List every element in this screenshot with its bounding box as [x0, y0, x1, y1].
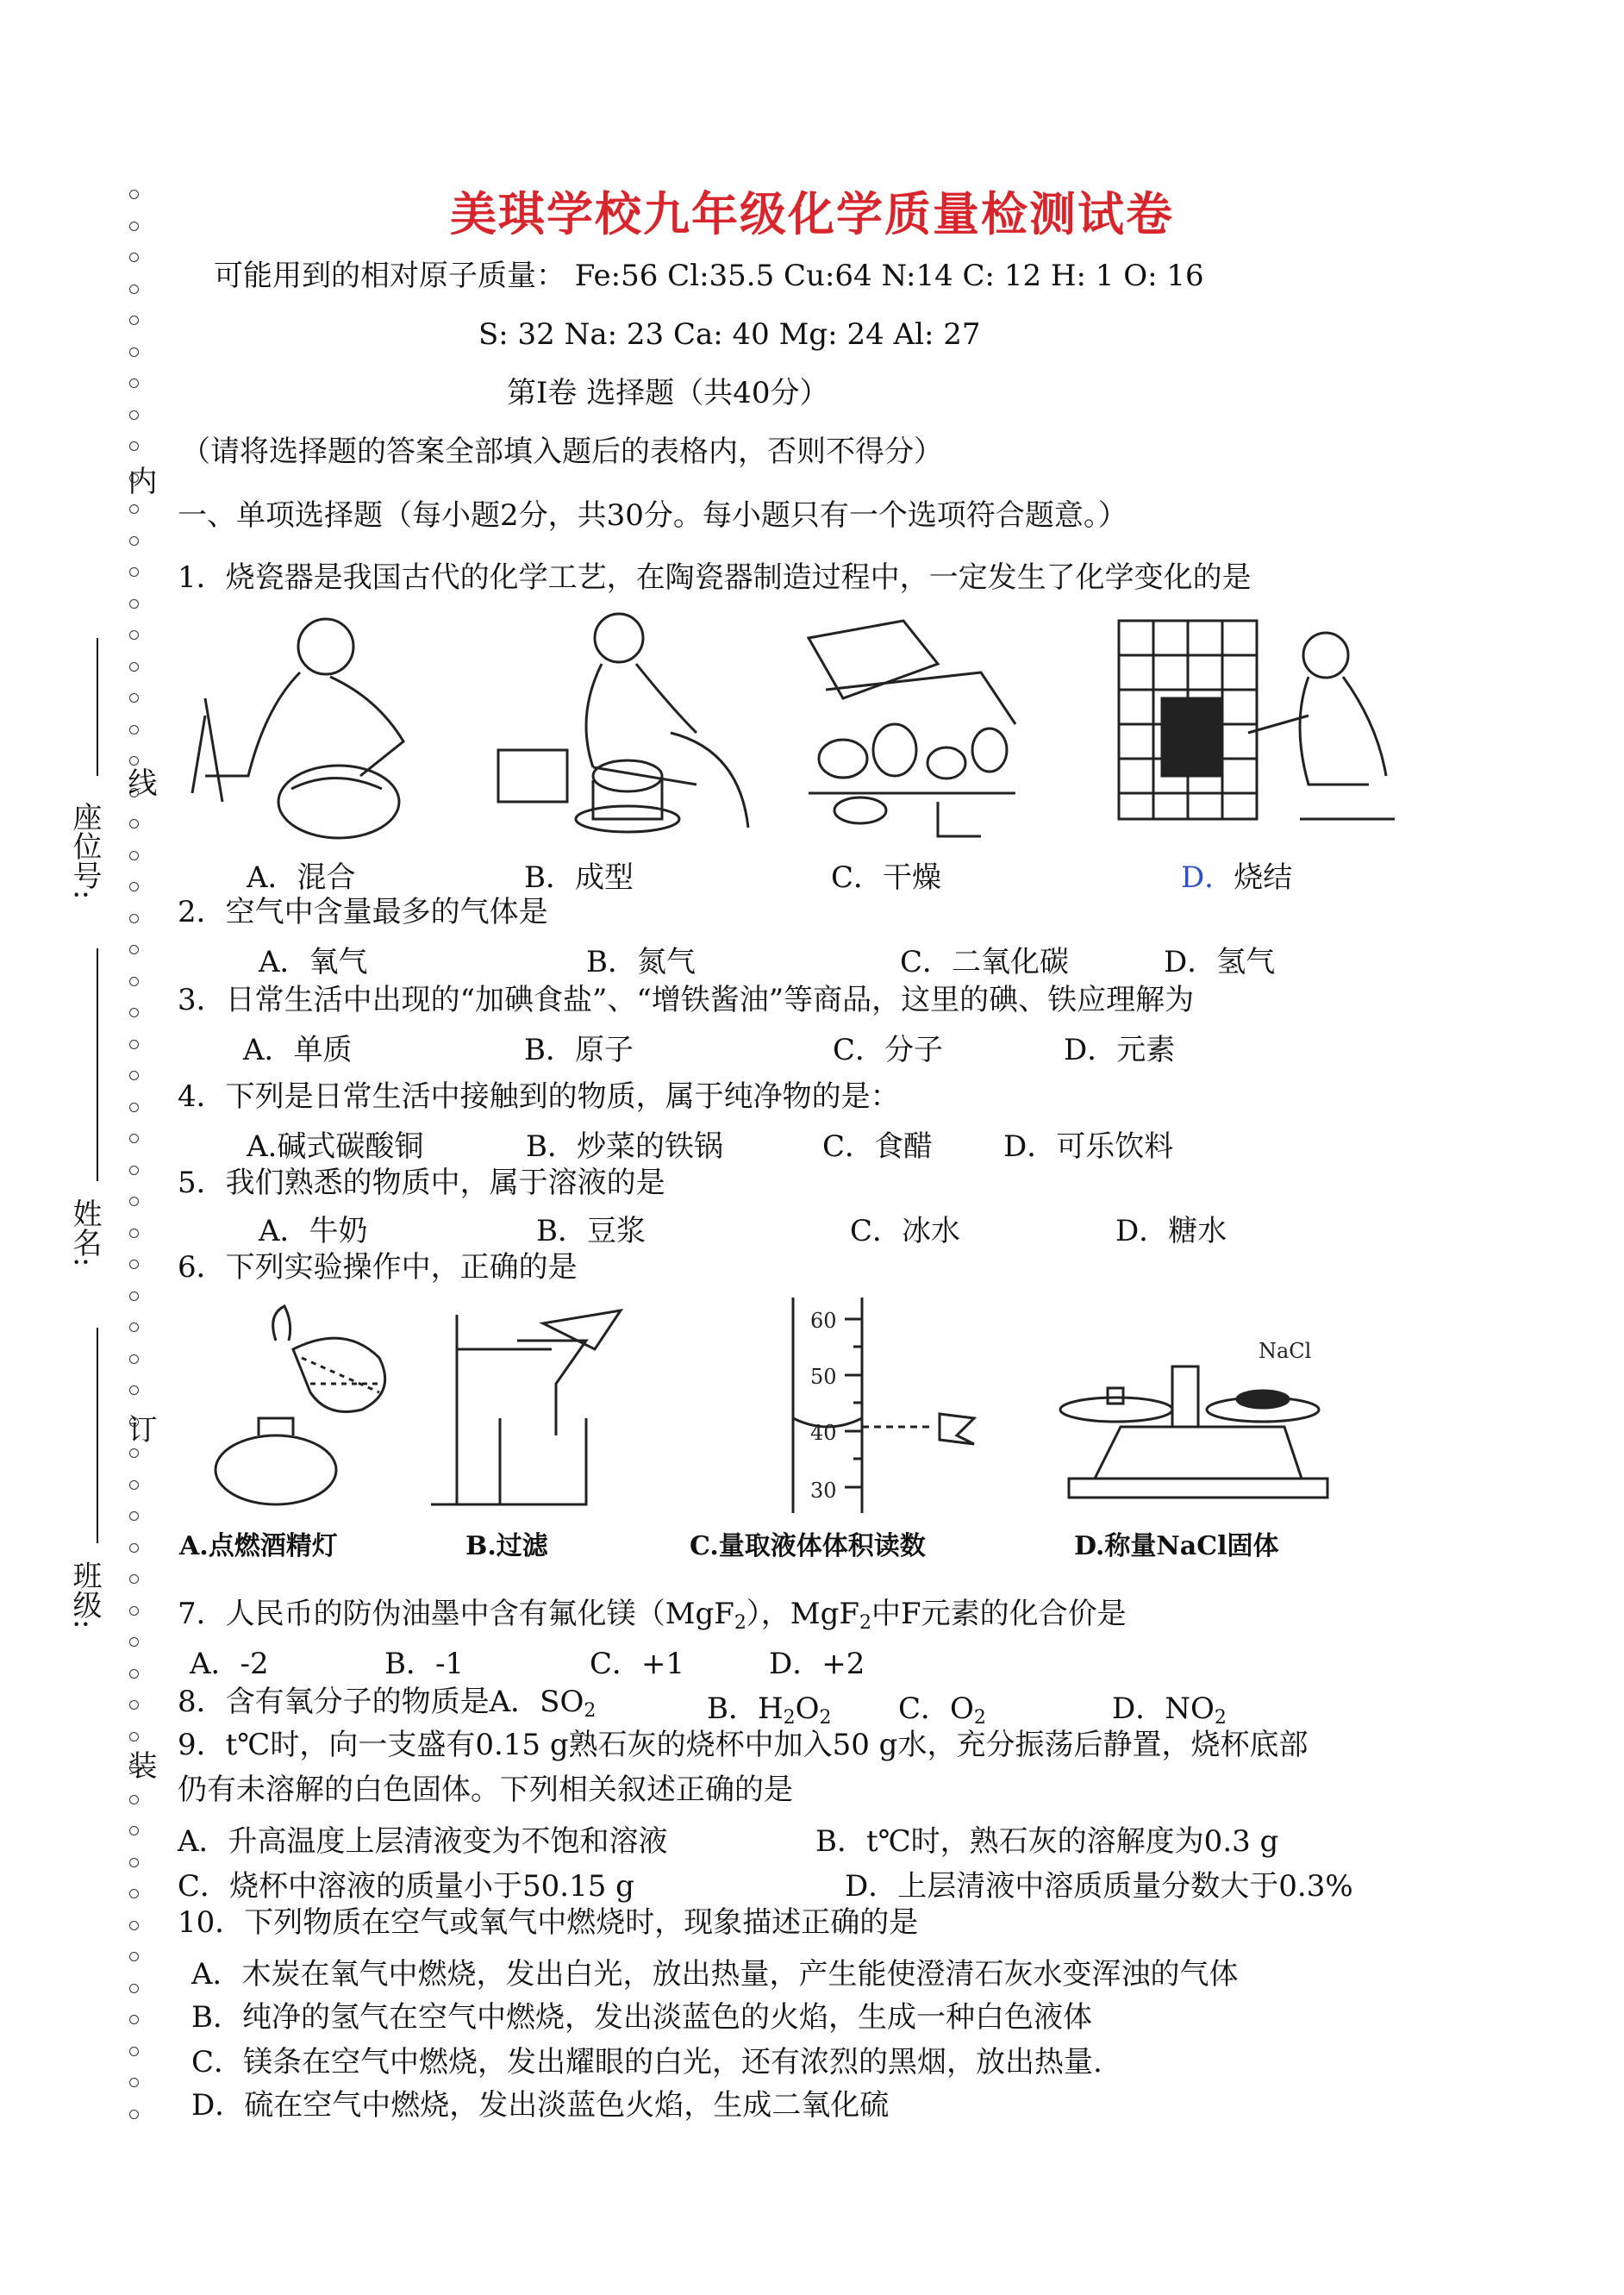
binding-dot	[129, 819, 139, 829]
binding-dot	[129, 1134, 139, 1143]
q10-option-a: A．木炭在氧气中燃烧，发出白光，放出热量，产生能使澄清石灰水变浑浊的气体	[191, 1957, 1239, 1992]
seat-number-label: 座位号:	[67, 802, 102, 900]
binding-dot	[129, 914, 139, 923]
binding-dot	[129, 851, 139, 860]
binding-dot	[129, 441, 139, 451]
q6-caption-d: D.称量NaCl固体	[1074, 1531, 1279, 1561]
binding-dot	[129, 1795, 139, 1804]
binding-dot	[129, 378, 139, 388]
q1-option-d	[1181, 854, 1292, 896]
q8-b-mid: O	[795, 1692, 820, 1726]
q8-option-a-sub: 2	[584, 1700, 597, 1722]
q7-stem-part-c: 中F元素的化合价是	[871, 1597, 1127, 1631]
binding-dot	[129, 1197, 139, 1206]
q8-d-pre: D．NO	[1112, 1692, 1215, 1726]
binding-dot	[129, 1606, 139, 1616]
q6-stem: 6．下列实验操作中，正确的是	[178, 1250, 578, 1285]
binding-dot	[129, 1858, 139, 1867]
q8-b-sub-2: 2	[819, 1707, 832, 1729]
seat-number-blank	[97, 638, 98, 776]
filtration-figure	[431, 1310, 621, 1504]
binding-dot	[129, 253, 139, 262]
binding-dot	[129, 1448, 139, 1458]
q10-option-b: B．纯净的氢气在空气中燃烧，发出淡蓝色的火焰，生成一种白色液体	[191, 2000, 1092, 2035]
alcohol-lamp-figure	[215, 1306, 385, 1504]
q3-option-c: C．分子	[833, 1033, 944, 1067]
binding-dot	[129, 1826, 139, 1835]
binding-dot	[129, 1574, 139, 1584]
q1-option-d-letter: D．	[1181, 860, 1234, 895]
q7-option-b: B．-1	[384, 1647, 465, 1681]
binding-dot	[129, 1103, 139, 1112]
binding-dot	[129, 1354, 139, 1364]
binding-dot	[129, 1952, 139, 1961]
binding-dot	[129, 1008, 139, 1017]
q1-figures	[188, 603, 1412, 854]
q5-stem: 5．我们熟悉的物质中，属于溶液的是	[178, 1166, 665, 1200]
q8-d-sub: 2	[1214, 1707, 1227, 1729]
q7-option-d: D．+2	[769, 1647, 865, 1681]
q7-stem-part-a: 7．人民币的防伪油墨中含有氟化镁（MgF	[178, 1597, 734, 1631]
binding-dot	[129, 2110, 139, 2119]
q9-option-a: A．升高温度上层清液变为不饱和溶液	[178, 1824, 668, 1859]
q2-option-d: D．氢气	[1164, 945, 1276, 979]
q9-stem-line-1: 9．t℃时，向一支盛有0.15 g熟石灰的烧杯中加入50 g水，充分振荡后静置，烧杯底部	[178, 1728, 1309, 1762]
binding-dot	[129, 945, 139, 954]
binding-dot	[129, 1480, 139, 1490]
q9-option-b: B．t℃时，熟石灰的溶解度为0.3 g	[815, 1824, 1279, 1859]
q4-option-b: B．炒菜的铁锅	[526, 1129, 723, 1164]
binding-dot	[129, 882, 139, 891]
q7-option-c: C．+1	[590, 1647, 685, 1681]
q7-stem	[178, 1597, 1127, 1635]
binding-dot	[129, 756, 139, 766]
drying-figure	[809, 621, 1015, 836]
q5-option-a: A．牛奶	[259, 1214, 368, 1248]
binding-dot	[129, 2015, 139, 2024]
cylinder-tick-60: 60	[810, 1309, 837, 1333]
q2-option-a: A．氧气	[259, 945, 368, 979]
q8-option-c	[898, 1685, 986, 1729]
q10-option-d: D．硫在空气中燃烧，发出淡蓝色火焰，生成二氧化硫	[191, 2088, 890, 2123]
binding-dot	[129, 1669, 139, 1679]
class-label: 班级:	[67, 1560, 102, 1629]
binding-dot	[129, 567, 139, 577]
binding-dot	[129, 1984, 139, 1993]
margin-line-mark: 线	[122, 767, 157, 797]
binding-dot	[129, 347, 139, 357]
atomic-masses-line-2: S: 32 Na: 23 Ca: 40 Mg: 24 Al: 27	[478, 317, 981, 352]
q4-option-c: C．食醋	[822, 1129, 934, 1164]
binding-dot	[129, 1385, 139, 1395]
forming-figure	[498, 614, 748, 832]
binding-dot	[129, 1637, 139, 1647]
q3-option-d: D．元素	[1064, 1033, 1176, 1067]
instruction-text: （请将选择题的答案全部填入题后的表格内，否则不得分）	[181, 435, 943, 469]
q6-caption-b: B.过滤	[465, 1531, 548, 1561]
binding-dot	[129, 1543, 139, 1553]
section-header: 第Ⅰ卷 选择题（共40分）	[507, 376, 829, 410]
q2-stem: 2．空气中含量最多的气体是	[178, 895, 548, 929]
q3-option-a: A．单质	[243, 1033, 353, 1067]
q7-option-a: A．-2	[190, 1647, 269, 1681]
q2-option-b: B．氮气	[586, 945, 696, 979]
exam-title: 美琪学校九年级化学质量检测试卷	[450, 186, 1174, 241]
sintering-figure	[1119, 621, 1395, 819]
margin-zhuang-mark: 装	[122, 1750, 157, 1779]
binding-dot	[129, 536, 139, 546]
binding-dot	[129, 2047, 139, 2056]
binding-dot	[129, 599, 139, 609]
q8-option-d	[1112, 1685, 1227, 1729]
binding-dot	[129, 630, 139, 640]
binding-dot	[129, 1700, 139, 1710]
q8-b-pre: B．H	[707, 1692, 784, 1726]
q5-option-b: B．豆浆	[536, 1214, 646, 1248]
margin-ding-mark: 订	[122, 1414, 157, 1443]
q8-stem-text: 8．含有氧分子的物质是A．SO	[178, 1685, 584, 1719]
atomic-masses-line-1: 可能用到的相对原子质量： Fe:56 Cl:35.5 Cu:64 N:14 C: 12 H: 1 O: 16	[214, 259, 1204, 293]
binding-dot	[129, 316, 139, 325]
binding-dot	[129, 977, 139, 986]
binding-dot	[129, 662, 139, 672]
part-heading: 一、单项选择题（每小题2分，共30分。每小题只有一个选项符合题意。）	[178, 498, 1127, 533]
q9-stem-line-2: 仍有未溶解的白色固体。下列相关叙述正确的是	[178, 1773, 793, 1807]
cylinder-tick-40: 40	[810, 1421, 837, 1445]
binding-dot	[129, 1260, 139, 1269]
binding-dot	[129, 693, 139, 703]
q10-stem: 10．下列物质在空气或氧气中燃烧时，现象描述正确的是	[178, 1905, 919, 1940]
q6-caption-a: A.点燃酒精灯	[179, 1531, 338, 1561]
q3-option-b: B．原子	[524, 1033, 634, 1067]
q9-option-c: C．烧杯中溶液的质量小于50.15 g	[178, 1869, 634, 1904]
q8-c-sub: 2	[973, 1707, 986, 1729]
binding-dot	[129, 1229, 139, 1238]
q6-figures	[172, 1298, 1379, 1517]
binding-dot	[129, 285, 139, 294]
binding-dot	[129, 725, 139, 735]
q5-option-d: D．糖水	[1115, 1214, 1227, 1248]
q8-c-pre: C．O	[898, 1692, 974, 1726]
q8-b-sub-1: 2	[783, 1707, 796, 1729]
class-blank	[97, 1328, 98, 1543]
q6-caption-c: C.量取液体体积读数	[690, 1531, 926, 1561]
q4-stem: 4．下列是日常生活中接触到的物质，属于纯净物的是：	[178, 1079, 900, 1114]
q8-option-b	[707, 1685, 832, 1729]
q2-option-c: C．二氧化碳	[900, 945, 1070, 979]
q7-sub-1: 2	[734, 1612, 746, 1634]
q4-option-d: D．可乐饮料	[1003, 1129, 1174, 1164]
binding-dot	[129, 1732, 139, 1742]
q1-option-b: B．成型	[524, 860, 634, 895]
q4-option-a: A.碱式碳酸铜	[247, 1129, 424, 1164]
binding-dot	[129, 1323, 139, 1332]
binding-dot	[129, 1511, 139, 1521]
q9-option-d: D．上层清液中溶质质量分数大于0.3%	[845, 1869, 1353, 1904]
name-blank	[97, 948, 98, 1181]
name-label: 姓名:	[67, 1198, 102, 1267]
margin-inner-mark: 内	[122, 466, 157, 495]
binding-dot	[129, 1040, 139, 1049]
mixing-figure	[192, 619, 403, 838]
cylinder-tick-30: 30	[810, 1479, 837, 1503]
q1-stem: 1．烧瓷器是我国古代的化学工艺，在陶瓷器制造过程中，一定发生了化学变化的是	[178, 560, 1252, 595]
binding-dot	[129, 1921, 139, 1930]
q1-option-c: C．干燥	[831, 860, 942, 895]
binding-dot	[129, 2078, 139, 2087]
nacl-label: NaCl	[1259, 1339, 1312, 1363]
q10-option-c: C．镁条在空气中燃烧，发出耀眼的白光，还有浓烈的黑烟，放出热量.	[191, 2045, 1102, 2079]
q1-option-a: A．混合	[247, 860, 356, 895]
q3-stem: 3．日常生活中出现的“加碘食盐”、“增铁酱油”等商品，这里的碘、铁应理解为	[178, 983, 1195, 1017]
binding-dot	[129, 1889, 139, 1898]
cylinder-tick-50: 50	[810, 1365, 837, 1389]
q7-stem-part-b: ），MgF	[746, 1597, 859, 1631]
binding-dot	[129, 410, 139, 420]
q8-stem	[178, 1685, 596, 1723]
balance-figure	[1060, 1366, 1327, 1498]
q7-sub-2: 2	[859, 1612, 871, 1634]
binding-dot	[129, 1291, 139, 1301]
q1-option-d-text: 烧结	[1234, 860, 1293, 895]
q5-option-c: C．冰水	[850, 1214, 961, 1248]
binding-dot	[129, 1071, 139, 1080]
binding-dot	[129, 1166, 139, 1175]
binding-dot	[129, 504, 139, 514]
